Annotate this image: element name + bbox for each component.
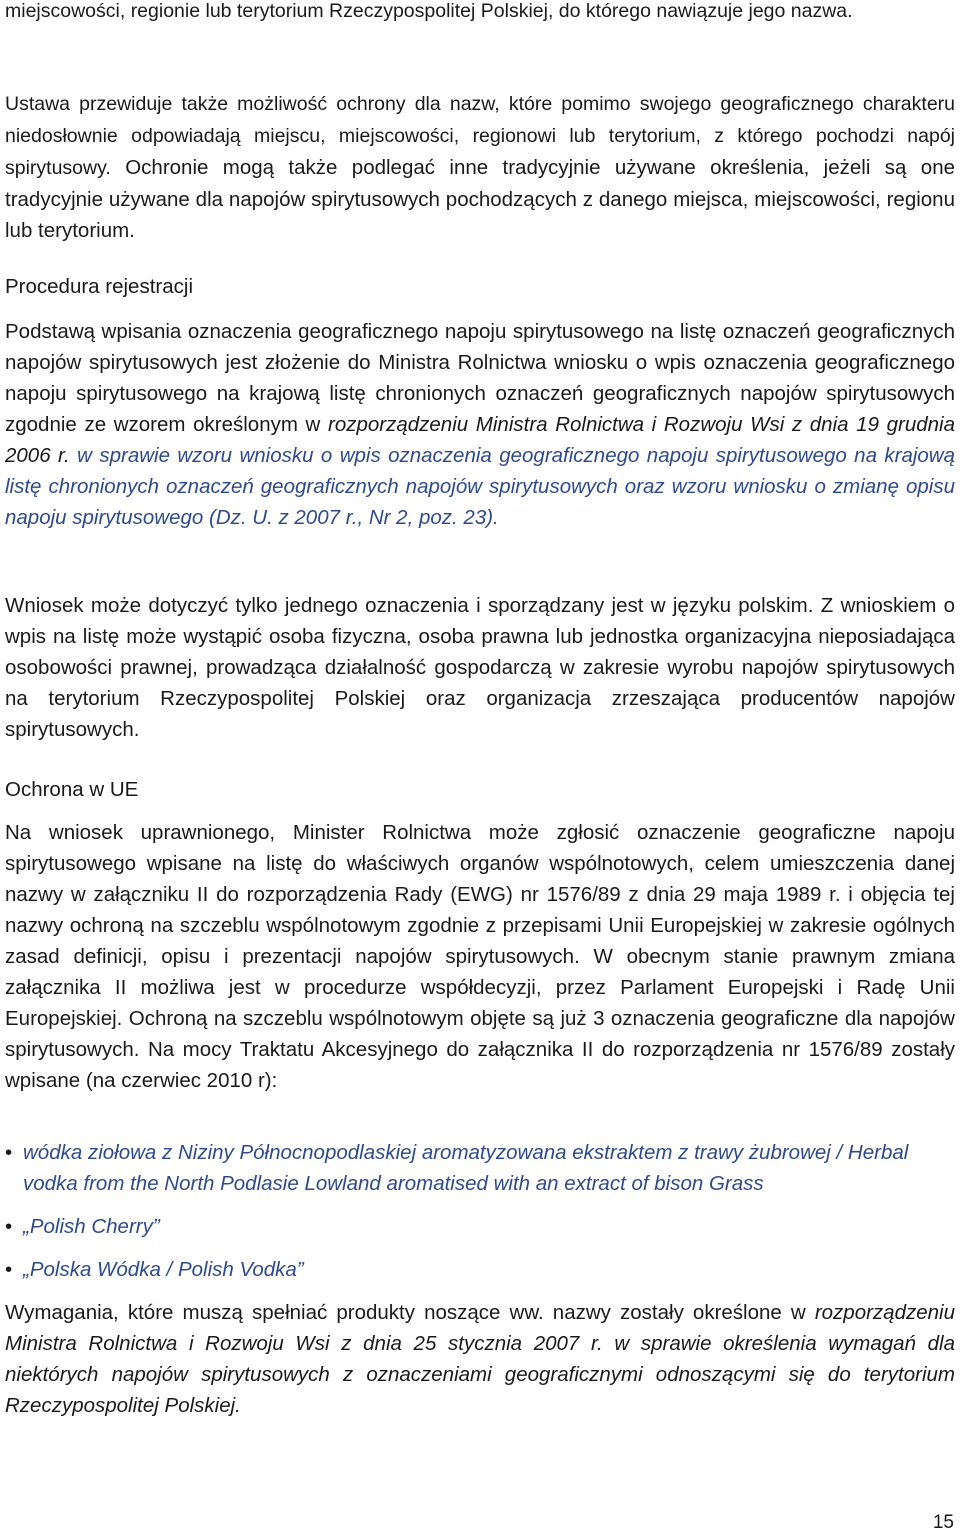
list-item[interactable] [5,1254,955,1285]
regulation-reference: rozporządzeniu Ministra Rolnictwa i Rozwoju Wsi z dnia 19 grudnia 2006 r. [5,413,955,467]
bullet-icon: • [5,1215,13,1238]
eu-text: Na wniosek uprawnionego, Minister Rolnictwa może zgłosić oznaczenie geograficzne napoju spirytusowego wpisane na listę do właściwych organów wspólnotowych, celem umieszczenia danej nazwy w załączniku II do rozporządzenia Rady (EWG) nr 1576/89 z dnia 29 maja 1989 r. i objęcia tej nazwy ochroną na szczeblu wspólnotowym zgodnie z przepisami Unii Europejskiej w zakresie ogólnych zasad definicji, opisu i prezentacji napojów spirytusowych. W obecnym stanie prawnym zmiana załącznika II możliwa jest w procedurze współdecyzji, przez Parlament Europejski i Radę Unii Europejskiej. Ochroną na szczeblu wspólnotowym objęte są już 3 oznaczenia geograficzne dla napojów spirytusowych. Na mocy Traktatu Akcesyjnego do załącznika II do rozporządzenia nr 1576/89 zostały wpisane (na czerwiec 2010 r): [5,821,955,1092]
bullet-icon: • [5,1258,13,1281]
requirements-paragraph [5,1297,955,1421]
list-item-text: wódka ziołowa z Niziny Północnopodlaskiej aromatyzowana ekstraktem z trawy żubrowej / Herbal vodka from the North Podlasie Lowland aromatised with an extract of bison Grass [23,1141,909,1195]
protection-text-a: Ustawa przewiduje także możliwość ochrony dla nazw, które pomimo swojego geograficznego charakteru niedosłownie odpowiadają miejscu, miejscowości, regionowi lub terytorium, z którego pochodzi napój spirytusowy. [5,93,955,179]
requirements-text: Wymagania, które muszą spełniać produkty noszące ww. nazwy zostały określone w [5,1301,815,1324]
requirements-regulation: rozporządzeniu Ministra Rolnictwa i Rozwoju Wsi z dnia 25 stycznia 2007 r. w sprawie określenia wymagań dla niektórych napojów spirytusowych z oznaczeniami geograficznymi odnoszącymi się do terytorium Rzeczypospolitej Polskiej. [5,1301,955,1417]
regulation-title-link[interactable]: w sprawie wzoru wniosku o wpis oznaczenia geograficznego napoju spirytusowego na krajową listę chronionych oznaczeń geograficznych napojów spirytusowych oraz wzoru wniosku o zmianę opisu napoju spirytusowego (Dz. U. z 2007 r., Nr 2, poz. 23). [5,444,956,529]
list-item-text: „Polish Cherry” [23,1215,160,1238]
procedure-heading: Procedura rejestracji [5,275,193,298]
page-number: 15 [932,1512,954,1533]
list-item-text: „Polska Wódka / Polish Vodka” [23,1258,304,1281]
protection-text-b: Ochronie mogą także podlegać inne tradycyjnie używane określenia, jeżeli są one tradycyjnie używane dla napojów spirytusowych pochodzących z danego miejsca, miejscowości, regionu lub terytorium. [5,156,955,242]
intro-text: miejscowości, regionie lub terytorium Rzeczypospolitej Polskiej, do którego nawiązuje jego nazwa. [5,0,853,22]
procedure-paragraph [5,316,955,533]
eu-paragraph [5,817,955,1096]
protection-paragraph [5,88,955,246]
procedure-text-a: Podstawą wpisania oznaczenia geograficznego napoju spirytusowego na listę oznaczeń geograficznych napojów spirytusowych jest złożenie do Ministra Rolnictwa wniosku o wpis oznaczenia geograficznego napoju spirytusowego na krajową listę chronionych oznaczeń geograficznych napojów spirytusowych zgodnie ze wzorem określonym w [5,320,955,436]
eu-heading: Ochrona w UE [5,778,139,801]
intro-paragraph [5,0,955,27]
list-item[interactable] [5,1211,955,1242]
bullet-icon: • [5,1141,13,1164]
application-text: Wniosek może dotyczyć tylko jednego oznaczenia i sporządzany jest w języku polskim. Z wnioskiem o wpis na listę może wystąpić osoba fizyczna, osoba prawna lub jednostka organizacyjna nieposiadająca osobowości prawnej, prowadząca działalność gospodarczą w zakresie wyrobu napojów spirytusowych na terytorium Rzeczypospolitej Polskiej oraz organizacja zrzeszająca producentów napojów spirytusowych. [5,594,955,741]
list-item[interactable] [5,1137,955,1199]
protected-names-list [5,1137,955,1285]
application-paragraph [5,590,955,745]
